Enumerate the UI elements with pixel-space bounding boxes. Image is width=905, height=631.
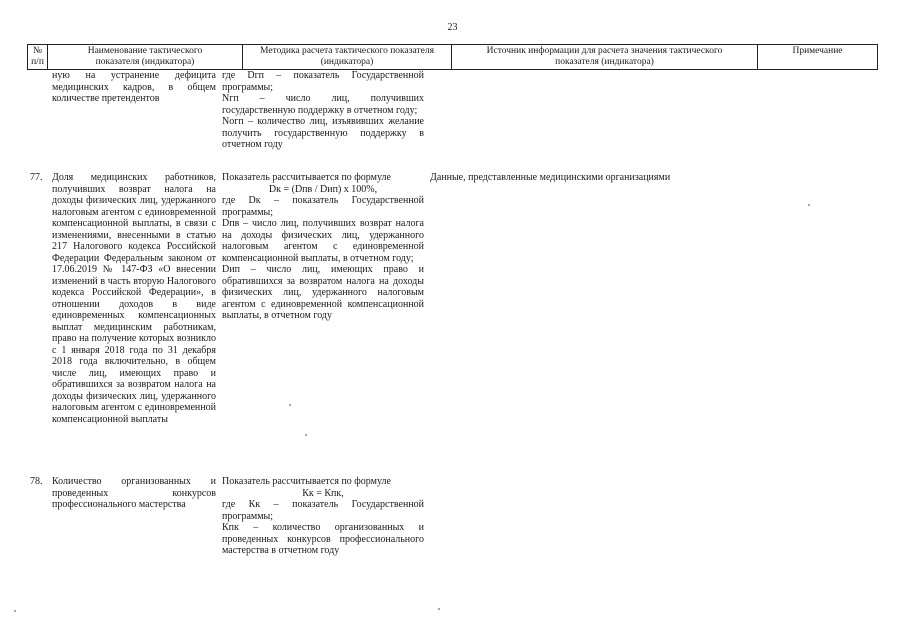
continuation-method-line1: где Dгп – показатель Государственной программы; bbox=[222, 70, 424, 93]
row77-method-line3: Dип – число лиц, имеющих право и обратившихся за возвратом налога на доходы физических лиц, удержанного налоговым агентом с единовременной компенсационной выплаты, в отчетном году bbox=[222, 264, 424, 321]
row77-source: Данные, представленные медицинскими организациями bbox=[430, 172, 671, 183]
header-note bbox=[757, 45, 878, 69]
row78-name: Количество организованных и проведенных конкурсов профессионального мастерства bbox=[52, 476, 216, 510]
header-source bbox=[451, 45, 757, 69]
scan-speck bbox=[808, 204, 810, 206]
continuation-method-line3: Nогп – количество лиц, изъявивших желание получить государственную поддержку в отчетном году bbox=[222, 116, 424, 150]
continuation-method bbox=[222, 70, 424, 151]
row77-method-intro: Показатель рассчитывается по формуле bbox=[222, 172, 391, 183]
scan-speck bbox=[438, 608, 440, 610]
header-note-line1: Примечание bbox=[792, 46, 843, 56]
row78-method-line1: где Кк – показатель Государственной программы; bbox=[222, 499, 424, 522]
header-source-line1: Источник информации для расчета значения тактического bbox=[486, 46, 723, 56]
row77-method-line2: Dпв – число лиц, получивших возврат налога на доходы физических лиц, удержанного налоговым агентом с единовременной компенсационной выплаты, в отчетном году; bbox=[222, 218, 424, 264]
scan-speck bbox=[305, 434, 307, 436]
scan-speck bbox=[14, 610, 16, 612]
header-number-line2: п/п bbox=[31, 57, 44, 67]
continuation-name: ную на устранение дефицита медицинских кадров, в общем количестве претендентов bbox=[52, 70, 216, 104]
header-name-line1: Наименование тактического bbox=[87, 46, 203, 56]
row77-number: 77. bbox=[30, 172, 43, 183]
header-number-line1: № bbox=[32, 46, 43, 56]
header-name-line2: показателя (индикатора) bbox=[95, 57, 195, 67]
continuation-method-line2: Nгп – число лиц, получивших государственную поддержку в отчетном году; bbox=[222, 93, 424, 116]
table-header bbox=[27, 44, 878, 70]
row78-formula: Кк = Кпк, bbox=[302, 487, 344, 499]
row78-method bbox=[222, 476, 424, 557]
page-number: 23 bbox=[447, 22, 458, 33]
row77-method bbox=[222, 172, 424, 322]
header-method bbox=[242, 45, 451, 69]
row77-method-line1: где Dк – показатель Государственной программы; bbox=[222, 195, 424, 218]
row78-number: 78. bbox=[30, 476, 43, 487]
header-method-line1: Методика расчета тактического показателя bbox=[260, 46, 434, 56]
scan-speck bbox=[289, 404, 291, 406]
row77-name: Доля медицинских работников, получивших возврат налога на доходы физических лиц, удержанного налоговым агентом с единовременной компенсационной выплаты, в связи с изменениями, внесенными в статью 217 Налогового кодекса Российской Федерации Федеральным законом от 17.06.2019 № 147-ФЗ «О внесении изменений в часть вторую Налогового кодекса Российской Федерации», в отношении доходов в виде единовременных компенсационных выплат медицинским работникам, право на получение которых возникло с 1 января 2018 года по 31 декабря 2018 года включительно, в общем числе лиц, имеющих право и обратившихся за возвратом налога на доходы физических лиц, удержанного налоговым агентом с единовременной компенсационной выплаты bbox=[52, 172, 216, 425]
row78-method-line2: Кпк – количество организованных и проведенных конкурсов профессионального мастерства в отчетном году bbox=[222, 522, 424, 556]
header-method-line2: (индикатора) bbox=[320, 57, 374, 67]
header-number bbox=[27, 45, 47, 69]
header-source-line2: показателя (индикатора) bbox=[555, 57, 654, 67]
header-name bbox=[47, 45, 242, 69]
row77-formula: Dк = (Dпв / Dип) х 100%, bbox=[268, 183, 378, 195]
row78-method-intro: Показатель рассчитывается по формуле bbox=[222, 476, 391, 487]
